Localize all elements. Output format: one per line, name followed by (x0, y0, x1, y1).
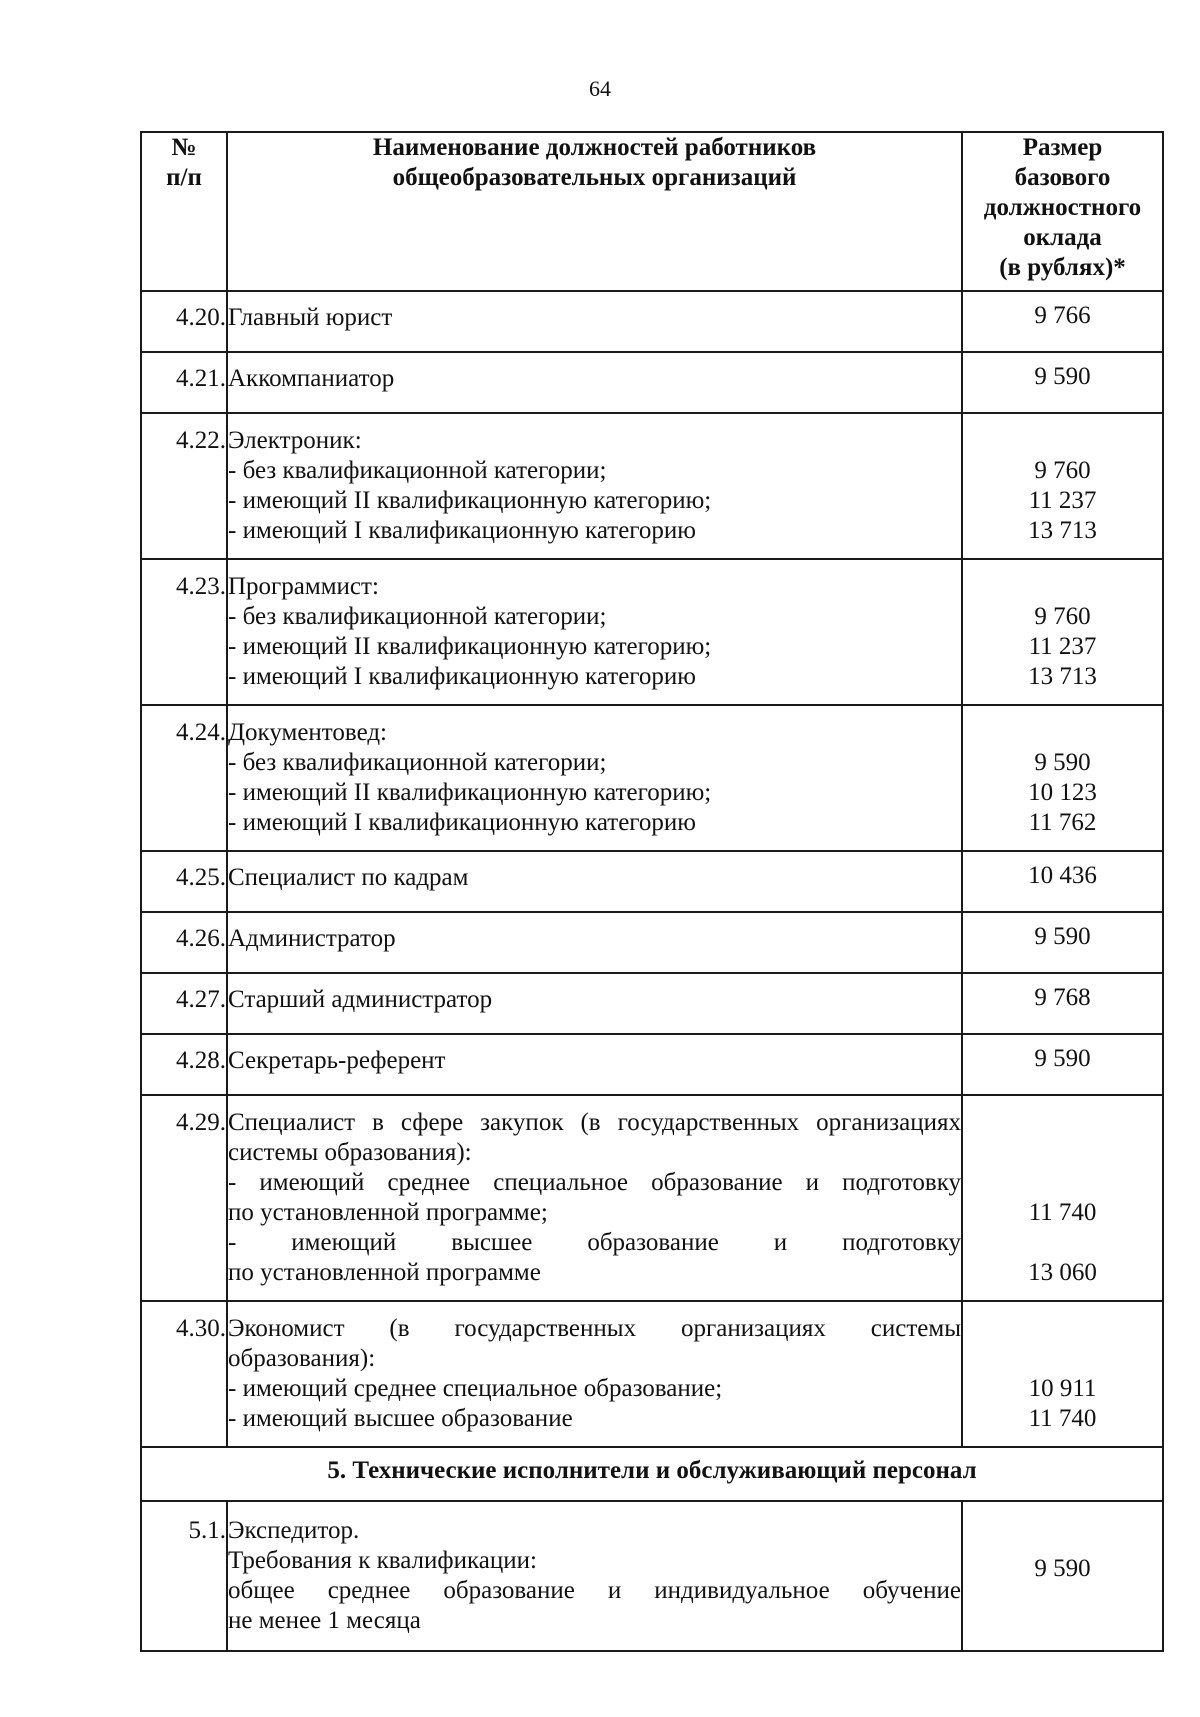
position-title: Программист: (228, 573, 379, 600)
salary-value: 11 740 (1028, 1405, 1097, 1432)
position-text-line: - имеющий высшее образование и подготовку (228, 1229, 961, 1256)
salary-value: 9 590 (962, 1034, 1163, 1095)
salary-table (140, 131, 1164, 1652)
salary-value: 10 436 (962, 851, 1163, 912)
salary-value: 13 713 (1028, 663, 1097, 690)
table-row (141, 851, 1163, 912)
salary-value: 9 760 (1034, 457, 1091, 484)
row-number: 4.29. (141, 1095, 227, 1301)
table-row (141, 291, 1163, 352)
header-number: № п/п (141, 132, 227, 291)
position-subitem: - имеющий I квалификационную категорию (228, 809, 696, 836)
salary-value: 9 590 (1034, 749, 1091, 776)
salary-values (962, 1301, 1163, 1447)
salary-value: 9 760 (1034, 603, 1091, 630)
position-text-line: - имеющий среднее специальное образование; (228, 1375, 723, 1402)
position-name (227, 1501, 962, 1651)
salary-value: 13 060 (1028, 1259, 1097, 1286)
position-title: Документовед: (228, 719, 387, 746)
salary-values (962, 559, 1163, 705)
position-text-line: Экспедитор. (228, 1517, 360, 1544)
position-text-line: по установленной программе; (228, 1199, 548, 1226)
page-number: 64 (589, 76, 611, 101)
salary-value: 9 768 (962, 973, 1163, 1034)
salary-value: 11 740 (1028, 1199, 1097, 1226)
table-header-row (141, 132, 1163, 291)
salary-value: 11 762 (1028, 809, 1097, 836)
salary-value: 10 911 (1028, 1375, 1097, 1402)
row-number: 5.1. (141, 1501, 227, 1651)
table-row (141, 1034, 1163, 1095)
salary-value: 11 237 (1028, 633, 1097, 660)
position-name (227, 413, 962, 559)
row-number: 4.28. (141, 1034, 227, 1095)
row-number: 4.22. (141, 413, 227, 559)
table-row (141, 1095, 1163, 1301)
header-position-name: Наименование должностей работников общеобразовательных организаций (227, 132, 962, 291)
position-name: Специалист по кадрам (227, 851, 962, 912)
table-row (141, 559, 1163, 705)
table-row (141, 413, 1163, 559)
position-name: Секретарь-референт (227, 1034, 962, 1095)
position-text-line: по установленной программе (228, 1259, 541, 1286)
salary-value: 9 590 (962, 912, 1163, 973)
row-number: 4.25. (141, 851, 227, 912)
position-name (227, 1095, 962, 1301)
salary-value: 9 590 (962, 352, 1163, 413)
position-name: Аккомпаниатор (227, 352, 962, 413)
section-title: 5. Технические исполнители и обслуживающий персонал (141, 1447, 1163, 1501)
salary-value: 13 713 (1028, 517, 1097, 544)
row-number: 4.27. (141, 973, 227, 1034)
row-number: 4.23. (141, 559, 227, 705)
table-row (141, 1301, 1163, 1447)
position-text-line: общее среднее образование и индивидуальное обучение (228, 1577, 961, 1604)
position-text-line: образования): (228, 1345, 376, 1372)
row-number: 4.26. (141, 912, 227, 973)
position-subitem: - без квалификационной категории; (228, 457, 607, 484)
salary-value: 11 237 (1028, 487, 1097, 514)
position-text-line: - имеющий высшее образование (228, 1405, 573, 1432)
salary-value: 10 123 (1028, 779, 1097, 806)
position-text-line: - имеющий среднее специальное образование и подготовку (228, 1169, 961, 1196)
table-row (141, 973, 1163, 1034)
position-name (227, 559, 962, 705)
position-subitem: - имеющий II квалификационную категорию; (228, 633, 712, 660)
row-number: 4.24. (141, 705, 227, 851)
position-text-line: Требования к квалификации: (228, 1547, 537, 1574)
row-number: 4.20. (141, 291, 227, 352)
position-subitem: - без квалификационной категории; (228, 749, 607, 776)
position-name: Администратор (227, 912, 962, 973)
table-row (141, 912, 1163, 973)
position-name (227, 1301, 962, 1447)
salary-value: 9 590 (962, 1501, 1163, 1651)
position-text-line: системы образования): (228, 1139, 472, 1166)
position-name: Старший администратор (227, 973, 962, 1034)
salary-values (962, 413, 1163, 559)
position-subitem: - без квалификационной категории; (228, 603, 607, 630)
position-text-line: Экономист (в государственных организациях системы (228, 1315, 961, 1342)
position-subitem: - имеющий I квалификационную категорию (228, 663, 696, 690)
position-text-line: Специалист в сфере закупок (в государственных организациях (228, 1109, 961, 1136)
position-name (227, 705, 962, 851)
position-text-line: не менее 1 месяца (228, 1607, 421, 1634)
row-number: 4.21. (141, 352, 227, 413)
header-salary: Размер базового должностного оклада (в рублях)* (962, 132, 1163, 291)
table-row (141, 705, 1163, 851)
position-subitem: - имеющий I квалификационную категорию (228, 517, 696, 544)
section-header-row (141, 1447, 1163, 1501)
table-row (141, 352, 1163, 413)
position-subitem: - имеющий II квалификационную категорию; (228, 487, 712, 514)
salary-value: 9 766 (962, 291, 1163, 352)
table-row (141, 1501, 1163, 1651)
salary-values (962, 705, 1163, 851)
salary-values (962, 1095, 1163, 1301)
row-number: 4.30. (141, 1301, 227, 1447)
position-title: Электроник: (228, 427, 362, 454)
position-name: Главный юрист (227, 291, 962, 352)
position-subitem: - имеющий II квалификационную категорию; (228, 779, 712, 806)
